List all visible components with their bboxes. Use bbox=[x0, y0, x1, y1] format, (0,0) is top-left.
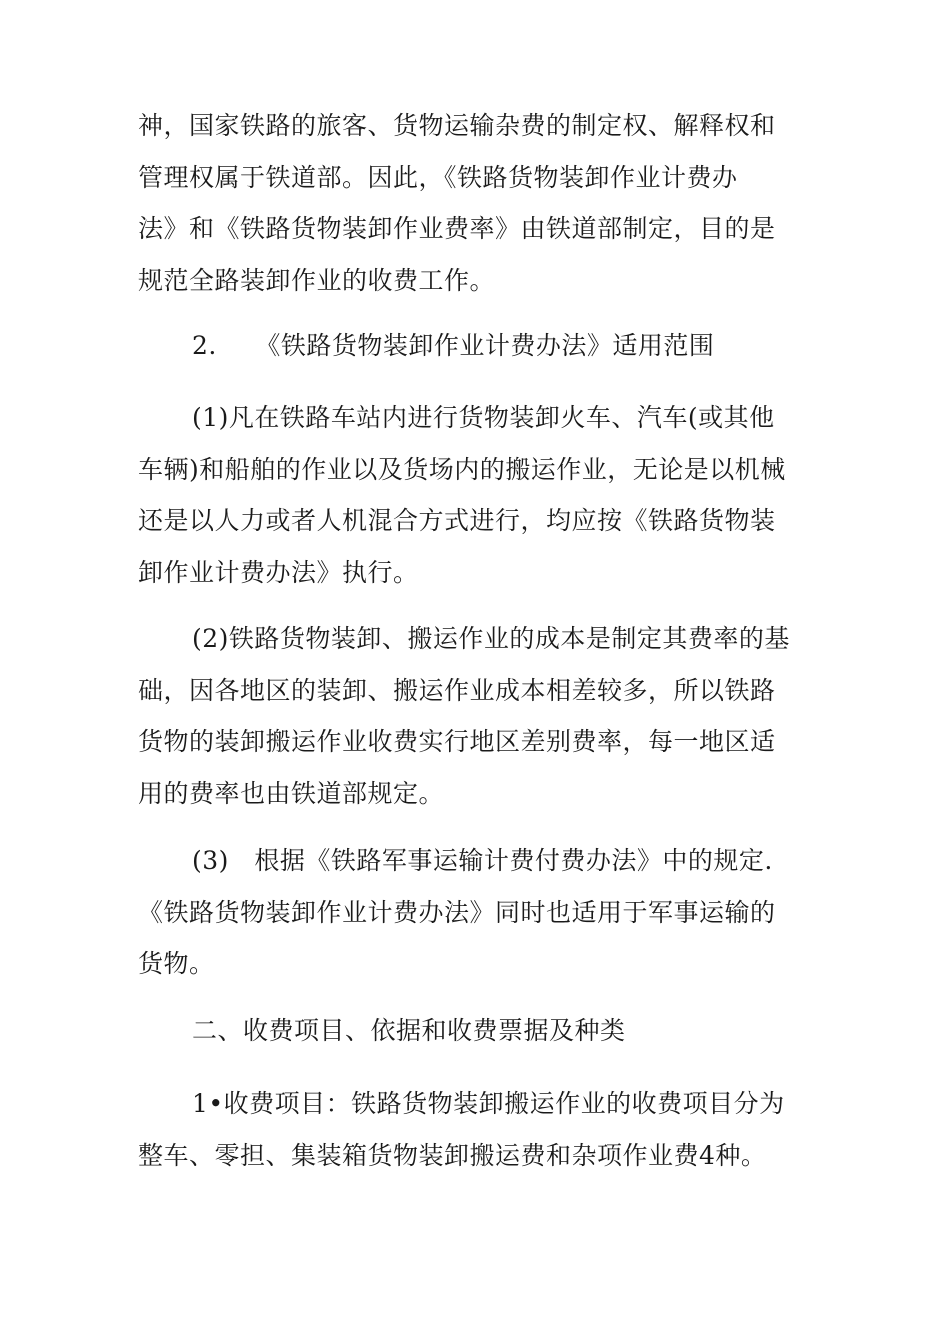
text-line: 础，因各地区的装卸、搬运作业成本相差较多，所以铁路 bbox=[138, 675, 776, 705]
paragraph-item-3 bbox=[138, 835, 810, 990]
text-line: 管理权属于铁道部。因此，《铁路货物装卸作业计费办 bbox=[138, 162, 738, 192]
text-line: 货物的装卸搬运作业收费实行地区差别费率，每一地区适 bbox=[138, 727, 776, 756]
text-line: 货物。 bbox=[138, 949, 215, 978]
heading-line: 二、收费项目、依据和收费票据及种类 bbox=[192, 1016, 626, 1045]
section-heading-scope bbox=[138, 320, 810, 372]
heading-line: 2. 《铁路货物装卸作业计费办法》适用范围 bbox=[192, 331, 715, 360]
text-line: 神，国家铁路的旅客、货物运输杂费的制定权、解释权和 bbox=[138, 111, 776, 140]
text-line: (1)凡在铁路车站内进行货物装卸火车、汽车(或其他 bbox=[192, 403, 775, 432]
paragraph-item-2 bbox=[138, 613, 810, 819]
text-line: 整车、零担、集装箱货物装卸搬运费和杂项作业费4种。 bbox=[138, 1140, 767, 1170]
text-line: 《铁路货物装卸作业计费办法》同时也适用于军事运输的 bbox=[138, 897, 776, 927]
text-line: 1•收费项目：铁路货物装卸搬运作业的收费项目分为 bbox=[192, 1089, 785, 1118]
text-line: 用的费率也由铁道部规定。 bbox=[138, 778, 445, 808]
text-line: 规范全路装卸作业的收费工作。 bbox=[138, 265, 496, 295]
paragraph-item-1 bbox=[138, 392, 810, 598]
text-line: 法》和《铁路货物装卸作业费率》由铁道部制定，目的是 bbox=[138, 214, 776, 243]
text-line: 卸作业计费办法》执行。 bbox=[138, 557, 419, 587]
paragraph-fee-items bbox=[138, 1078, 810, 1181]
paragraph-intro bbox=[138, 100, 810, 306]
text-line: 还是以人力或者人机混合方式进行，均应按《铁路货物装 bbox=[138, 506, 776, 535]
section-heading-fees bbox=[138, 1005, 810, 1057]
text-line: 车辆)和船舶的作业以及货场内的搬运作业，无论是以机械 bbox=[138, 454, 786, 484]
text-line: (3) 根据《铁路军事运输计费付费办法》中的规定. bbox=[192, 846, 773, 875]
text-line: (2)铁路货物装卸、搬运作业的成本是制定其费率的基 bbox=[192, 624, 790, 653]
